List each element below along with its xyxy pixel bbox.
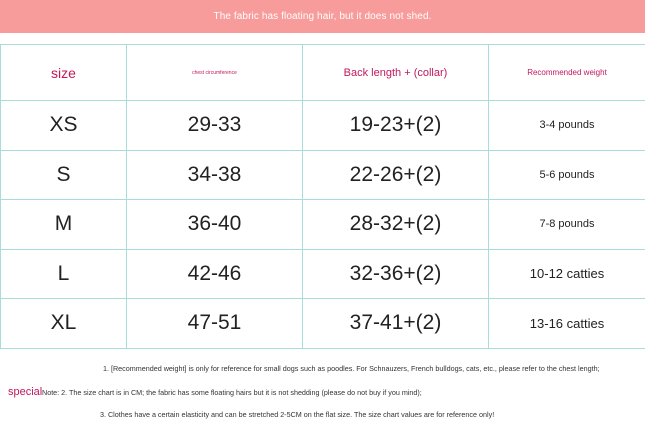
banner-text: The fabric has floating hair, but it does not shed. <box>213 11 432 22</box>
back-length-cell: 19-23+(2) <box>303 101 489 151</box>
notes-section <box>0 352 645 438</box>
chest-cell: 47-51 <box>127 299 303 349</box>
note-line-1: 1. [Recommended weight] is only for reference for small dogs such as poodles. For Schnauzers, French bulldogs, cats, etc., please refer to the chest length; <box>103 364 600 373</box>
chest-cell: 29-33 <box>127 101 303 151</box>
size-cell: L <box>1 249 127 299</box>
back-length-cell: 32-36+(2) <box>303 249 489 299</box>
table-row <box>1 249 645 299</box>
table-header-row <box>1 45 645 101</box>
size-cell: XS <box>1 101 127 151</box>
notice-banner <box>0 0 645 33</box>
chest-cell: 34-38 <box>127 150 303 200</box>
special-label: special <box>8 386 43 398</box>
weight-cell: 10-12 catties <box>489 249 645 299</box>
table-row <box>1 150 645 200</box>
weight-cell: 5-6 pounds <box>489 150 645 200</box>
note-line-2: Note: 2. The size chart is in CM; the fabric has some floating hairs but it is not shedding (please do not buy if you mind); <box>42 388 422 397</box>
table-row <box>1 299 645 349</box>
weight-cell: 13-16 catties <box>489 299 645 349</box>
weight-cell: 3-4 pounds <box>489 101 645 151</box>
table-row <box>1 200 645 250</box>
chest-cell: 42-46 <box>127 249 303 299</box>
header-chest: chest circumference <box>127 45 303 101</box>
size-cell: M <box>1 200 127 250</box>
note-line-3: 3. Clothes have a certain elasticity and can be stretched 2-5CM on the flat size. The size chart values are for reference only! <box>100 410 495 419</box>
chest-cell: 36-40 <box>127 200 303 250</box>
size-cell: S <box>1 150 127 200</box>
size-chart-table <box>0 44 645 349</box>
back-length-cell: 28-32+(2) <box>303 200 489 250</box>
size-cell: XL <box>1 299 127 349</box>
weight-cell: 7-8 pounds <box>489 200 645 250</box>
back-length-cell: 22-26+(2) <box>303 150 489 200</box>
header-back-length: Back length + (collar) <box>303 45 489 101</box>
back-length-cell: 37-41+(2) <box>303 299 489 349</box>
header-recommended-weight: Recommended weight <box>489 45 645 101</box>
header-size: size <box>1 45 127 101</box>
table-row <box>1 101 645 151</box>
